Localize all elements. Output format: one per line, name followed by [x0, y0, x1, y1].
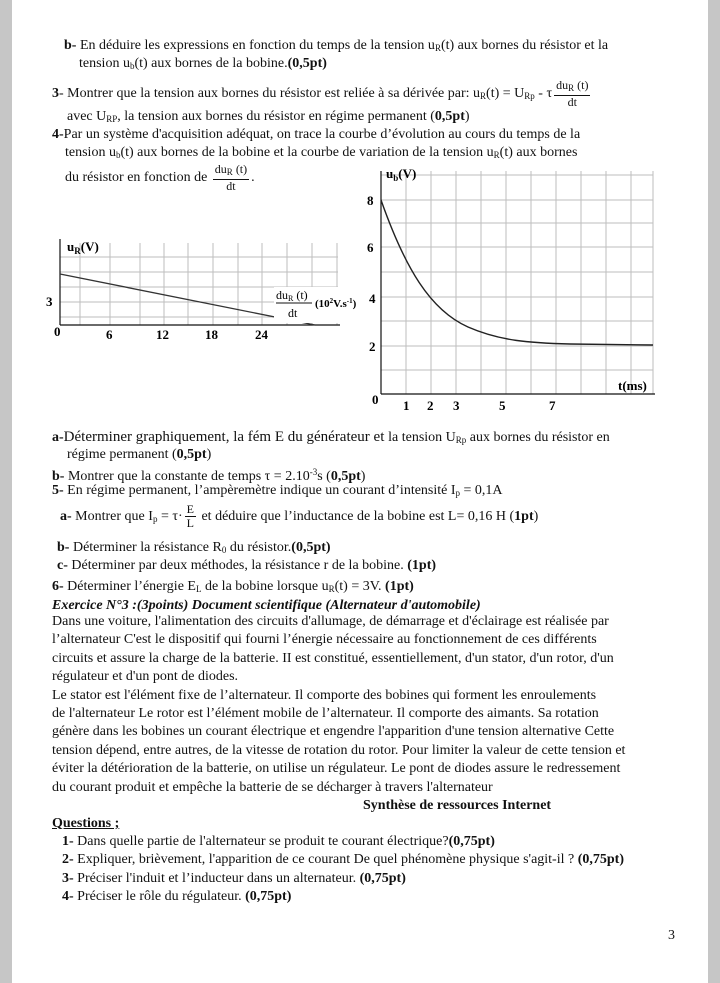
graph2-x-tick: 2 [427, 398, 434, 413]
question-4b-line2: tension $u_b(t)$ aux bornes de la bobine.(0,5pt) [79, 56, 327, 71]
document-line: du courant produit et empêche la batterie de se décharger à travers l'alternateur [52, 779, 493, 795]
graph-ub-vs-time [360, 163, 660, 415]
e-over-l-fraction: $\frac{E}{L}$ [186, 502, 194, 531]
graph1-x-tick: 12 [156, 327, 169, 342]
question-4-line3: du résistor en fonction de $\frac{du_R (t)}{dt}$ . [65, 162, 255, 193]
document-source: Synthèse de ressources Internet [363, 798, 552, 813]
questions-heading: Questions ; [52, 816, 120, 831]
right-margin-bar [708, 0, 720, 983]
graph1-x-tick: 24 [255, 327, 268, 342]
graph2-y-tick: 6 [367, 240, 374, 255]
graph2-x-tick: 5 [499, 398, 506, 413]
question-6: 6- Déterminer l’énergie $E_L$ de la bobine lorsque $u_R(t) = 3V$. (1pt) [52, 579, 414, 594]
exercise-3-question-2: 2- Expliquer, brièvement, l'apparition de ce courant De quel phénomène physique s'agit-il ? (0,75pt) [62, 852, 624, 867]
exercise-3-title: Exercice N°3 :(3points) Document scientifique (Alternateur d'automobile) [52, 598, 481, 613]
graph1-y-tick: 3 [46, 294, 53, 309]
question-5c: c- Déterminer par deux méthodes, la résistance r de la bobine. (1pt) [57, 558, 437, 573]
graph1-x-label-numerator: duR (t) [276, 288, 308, 303]
graph2-y-tick: 8 [367, 193, 374, 208]
graph-ur-vs-derivative [40, 235, 375, 350]
graph1-origin: 0 [54, 324, 61, 339]
question-5b: b- Déterminer la résistance $R_0$ du résistor.(0,5pt) [57, 540, 331, 555]
graph1-x-tick: 6 [106, 327, 113, 342]
exercise-3-question-4: 4- Préciser le rôle du régulateur. (0,75pt) [62, 889, 292, 904]
document-line: génère dans les bobines un courant électrique et engendre l'apparition d'une tension alternative Cette [52, 724, 615, 740]
question-4b-line1: b- En déduire les expressions en fonction du temps de la tension $u_R(t)$ aux bornes du résistor et la [64, 38, 609, 53]
graph2-x-label: t(ms) [618, 378, 647, 393]
question-3-note: avec $U_{RP}$, la tension aux bornes du résistor en régime permanent (0,5pt) [67, 109, 470, 124]
graph1-x-unit: $(10^2V.s^{-1})$ [315, 297, 357, 310]
question-a-line2: régime permanent (0,5pt) [67, 447, 212, 462]
graph1-x-tick: 18 [205, 327, 218, 342]
question-5a: a- Montrer que $I_p = \tau\cdot$ $\frac{E}{L}$ et déduire que l’inductance de la bobine est L= 0,16 H (1pt) [60, 502, 539, 531]
exercise-3-question-3: 3- Préciser l'induit et l’inducteur dans un alternateur. (0,75pt) [62, 871, 406, 886]
page-number: 3 [668, 928, 675, 943]
document-line: Dans une voiture, l'alimentation des circuits d'allumage, de démarrage et d'éclairage est réalisée par [52, 614, 609, 629]
graph2-x-tick: 7 [549, 398, 556, 413]
graph1-y-label: $u_R(V)$ [67, 239, 99, 256]
document-line: éviter la détérioration de la batterie, on utilise un régulateur. Le pont de diodes assure le redressement [52, 761, 621, 777]
document-line: circuits et assure la charge de la batterie. II est constitué, essentiellement, d'un stator, d'un rotor, d'un [52, 650, 614, 666]
document-line: l’alternateur C'est le dispositif qui fourni l’énergie nécessaire au fonctionnement de ces différents [52, 632, 597, 648]
question-5: 5- En régime permanent, l’ampèremètre indique un courant d’intensité $I_p = 0,1A$ [52, 483, 503, 498]
question-b: b- Montrer que la constante de temps $\tau = 2.10^{-3}s$ (0,5pt) [52, 467, 366, 484]
graph2-origin: 0 [372, 392, 379, 407]
question-4-line2: tension $u_b(t)$ aux bornes de la bobine et la courbe de variation de la tension $u_R(t)$ aux bornes [65, 145, 578, 160]
question-4-line1: 4-Par un système d'acquisition adéquat, on trace la courbe d’évolution au cours du temps de la [52, 127, 581, 142]
exercise-3-document [52, 613, 674, 797]
document-line: de l'alternateur Le rotor est l’élément mobile de l’alternateur. Il comporte des aimants. Sa rotation [52, 706, 599, 722]
graph2-y-tick: 2 [369, 339, 376, 354]
document-line: Le stator est l'élément fixe de l’alternateur. Il comporte des bobines qui forment les enroulements [52, 687, 597, 703]
graph1-x-label-denominator: dt [288, 306, 298, 320]
left-margin-bar [0, 0, 12, 983]
graph2-x-tick: 1 [403, 398, 410, 413]
document-line: tension dépend, entre autres, de la vitesse de rotation du rotor. Pour limiter la valeur de cette tension et [52, 742, 626, 758]
question-3: 3- Montrer que la tension aux bornes du résistor est reliée à sa dérivée par: $u_R(t) = U_{Rp} - \tau$ $\frac{du_R (t)}{dt}$ [52, 78, 589, 109]
graph2-y-tick: 4 [369, 291, 376, 306]
graph2-x-tick: 3 [453, 398, 460, 413]
graph2-y-label: $u_b(V)$ [386, 166, 417, 183]
exercise-3-question-1: 1- Dans quelle partie de l'alternateur se produit te courant électrique?(0,75pt) [62, 834, 495, 849]
derivative-fraction: $\frac{du_R (t)}{dt}$ [556, 78, 589, 109]
question-a: a-Déterminer graphiquement, la fém E du générateur et la tension $U_{Rp}$ aux bornes du résistor en [52, 429, 610, 445]
derivative-fraction-2: $\frac{du_R (t)}{dt}$ [214, 162, 248, 193]
document-line: régulateur et d'un pont de diodes. [52, 669, 239, 685]
